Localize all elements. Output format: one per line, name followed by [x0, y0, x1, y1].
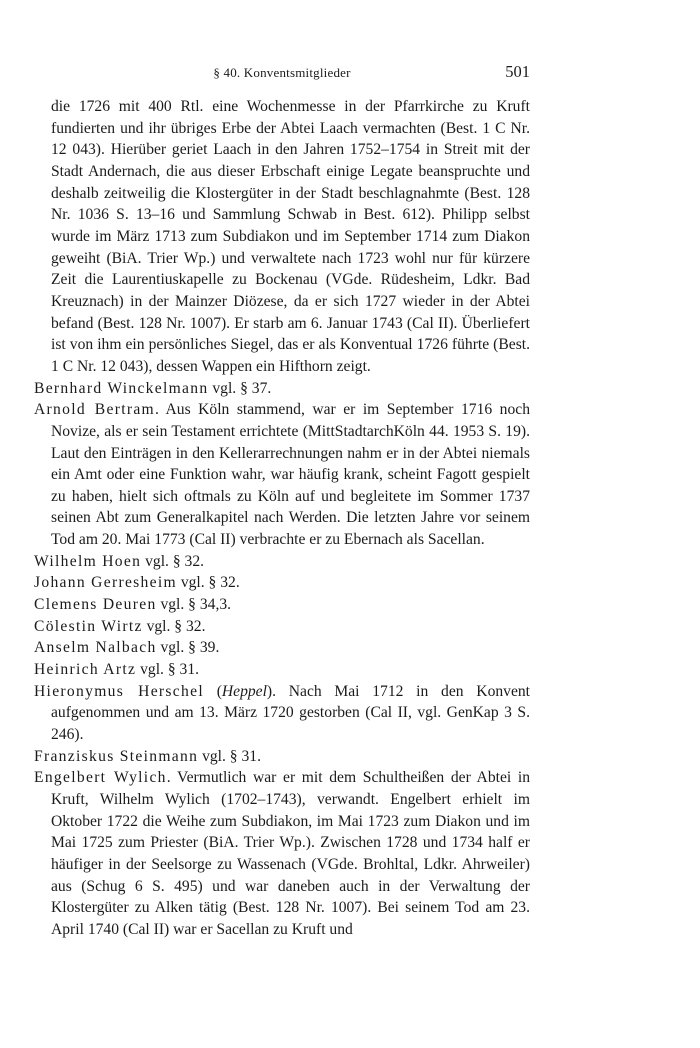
entry-name: Wilhelm Hoen: [34, 552, 142, 570]
entry-bertram: [34, 399, 530, 551]
entry-text: . Nach Mai 1712 in den Konvent aufgenommen und am 13. März 1720 gestorben (Cal II, vgl. GenKap 3 S. 246).: [51, 682, 531, 744]
entry-text: . Aus Köln stammend, war er im September 1716 noch Novize, als er sein Testament errichtete (MittStadtarchKöln 44. 1953 S. 19). Laut den Einträgen in den Kellerarrechnungen nahm er in der Abtei niemals ein Amt oder eine Funktion wahr, war häufig krank, scheint Fagott gespielt zu haben, hielt sich oftmals zu Köln auf und begleitete im Sommer 1737 seinen Abt zum Generalkapitel nach Werden. Die letzten Jahre vor seinem Tod am 20. Mai 1773 (Cal II) verbrachte er zu Ebernach als Sacellan.: [51, 401, 530, 549]
entry-text: vgl. § 34,3.: [156, 596, 232, 614]
entry-winckelmann: [34, 378, 530, 400]
entry-herschel: Hieronymus Herschel (Heppel). Nach Mai 1712 in den Konvent aufgenommen und am 13. März 1720 gestorben (Cal II, vgl. GenKap 3 S. 246).: [34, 682, 531, 744]
entry-name: Cölestin Wirtz: [34, 617, 143, 635]
entry-name: Anselm Nalbach: [34, 639, 157, 657]
entry-text: vgl. § 32.: [141, 552, 205, 570]
entry-nalbach: [34, 637, 530, 659]
entry-name: Bernhard Winckelmann: [34, 379, 209, 397]
entry-text: vgl. § 31.: [136, 661, 200, 679]
entry-wirtz: [34, 616, 530, 638]
entry-name: Franziskus Steinmann: [34, 747, 199, 765]
body-text: [34, 96, 530, 941]
entry-name: Clemens Deuren: [34, 596, 157, 614]
entry-text: vgl. § 32.: [176, 574, 240, 592]
running-head: [34, 62, 530, 84]
entry-wylich: [34, 767, 530, 940]
entry-text: vgl. § 32.: [142, 617, 206, 635]
entry-deuren: [34, 594, 530, 616]
entry-text: vgl. § 37.: [208, 379, 272, 397]
entry-name: Hieronymus Herschel: [34, 682, 204, 700]
entry-alias: Heppel: [221, 682, 267, 700]
entry-artz: [34, 659, 530, 681]
running-head-title: § 40. Konventsmitglieder: [213, 65, 351, 80]
entry-name: Johann Gerresheim: [34, 574, 177, 592]
page-number: 501: [505, 62, 530, 81]
entry-name: Engelbert Wylich: [34, 769, 167, 787]
entry-text: vgl. § 31.: [198, 747, 261, 765]
entry-text: vgl. § 39.: [156, 639, 220, 657]
entry-gerresheim: [34, 572, 530, 594]
entry-steinmann: [34, 746, 530, 768]
entry-hoen: [34, 551, 530, 573]
continuation-paragraph: die 1726 mit 400 Rtl. eine Wochenmesse in der Pfarrkirche zu Kruft fundierten und ihr übriges Erbe der Abtei Laach vermachten (Best. 1 C Nr. 12 043). Hierüber geriet Laach in den Jahren 1752–1754 in Streit mit der Stadt Andernach, die aus dieser Erbschaft einige Legate beanspruchte und deshalb zeitweilig die Klostergüter in der Stadt beschlagnahmte (Best. 128 Nr. 1036 S. 13–16 und Sammlung Schwab in Best. 612). Philipp selbst wurde im März 1713 zum Subdiakon und im September 1714 zum Diakon geweiht (BiA. Trier Wp.) und verwaltete nach 1723 wohl nur für kürzere Zeit die Laurentiuskapelle zu Bockenau (VGde. Rüdesheim, Ldkr. Bad Kreuznach) in der Mainzer Diözese, da er sich 1727 wieder in der Abtei befand (Best. 128 Nr. 1007). Er starb am 6. Januar 1743 (Cal II). Überliefert ist von ihm ein persönliches Siegel, das er als Konventual 1726 führte (Best. 1 C Nr. 12 043), dessen Wappen ein Hifthorn zeigt.: [51, 98, 530, 375]
entry-name: Heinrich Artz: [34, 661, 137, 679]
entry-name: Arnold Bertram: [34, 401, 155, 419]
entry-text: . Vermutlich war er mit dem Schultheißen der Abtei in Kruft, Wilhelm Wylich (1702–1743), verwandt. Engelbert erhielt im Oktober 1722 die Weihe zum Subdiakon, im Mai 1723 zum Diakon und im Mai 1725 zum Priester (BiA. Trier Wp.). Zwischen 1728 und 1734 half er häufiger in der Seelsorge zu Wassenach (VGde. Brohltal, Ldkr. Ahrweiler) aus (Schug 6 S. 495) und war daneben auch in der Verwaltung der Klostergüter zu Alken tätig (Best. 128 Nr. 1007). Bei seinem Tod am 23. April 1740 (Cal II) war er Sacellan zu Kruft und: [51, 769, 530, 938]
